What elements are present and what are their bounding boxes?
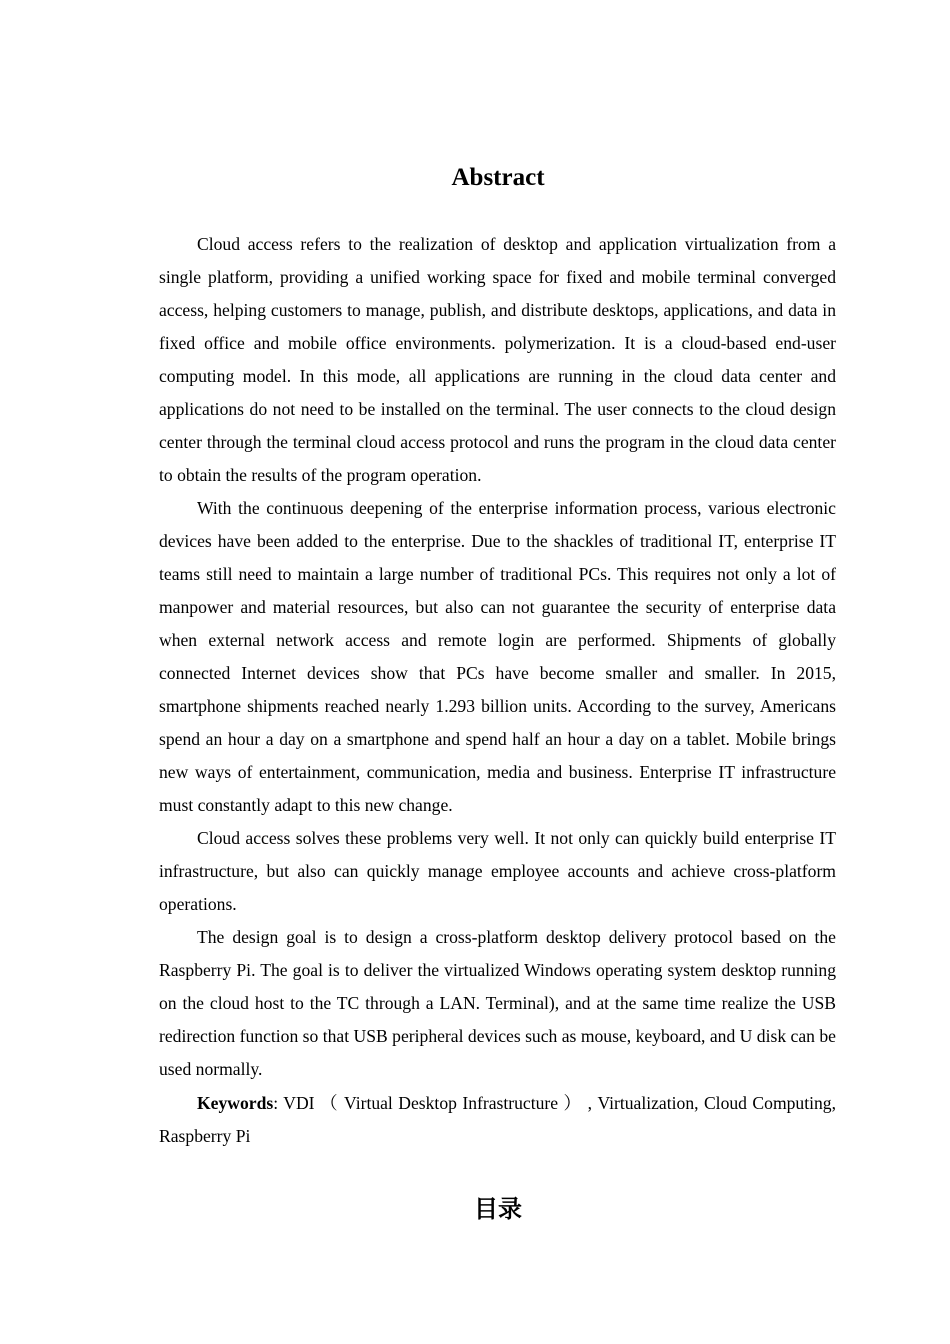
abstract-paragraph-3: Cloud access solves these problems very well. It not only can quickly build enterprise IT infrastructure, but also can quickly manage employee accounts and achieve cross-platform operations. [159, 828, 836, 914]
abstract-title: Abstract [451, 164, 545, 191]
keywords-text: : VDI （ Virtual Desktop Infrastructure ） , Virtualization, Cloud Computing, Raspberry Pi [159, 1093, 836, 1146]
keywords-label: Keywords [197, 1093, 274, 1113]
keywords-line [159, 1087, 836, 1153]
abstract-paragraph-1: Cloud access refers to the realization of desktop and application virtualization from a single platform, providing a unified working space for fixed and mobile terminal converged access, helping customers to manage, publish, and distribute desktops, applications, and data in fixed office and mobile office environments. polymerization. It is a cloud-based end-user computing model. In this mode, all applications are running in the cloud data center and applications do not need to be installed on the terminal. The user connects to the cloud design center through the terminal cloud access protocol and runs the program in the cloud data center to obtain the results of the program operation. [159, 234, 836, 485]
abstract-paragraph-2: With the continuous deepening of the enterprise information process, various electronic devices have been added to the enterprise. Due to the shackles of traditional IT, enterprise IT teams still need to maintain a large number of traditional PCs. This requires not only a lot of manpower and material resources, but also can not guarantee the security of enterprise data when external network access and remote login are performed. Shipments of globally connected Internet devices show that PCs have become smaller and smaller. In 2015, smartphone shipments reached nearly 1.293 billion units. According to the survey, Americans spend an hour a day on a smartphone and spend half an hour a day on a tablet. Mobile brings new ways of entertainment, communication, media and business. Enterprise IT infrastructure must constantly adapt to this new change. [159, 498, 836, 815]
abstract-paragraph-4: The design goal is to design a cross-platform desktop delivery protocol based on the Raspberry Pi. The goal is to deliver the virtualized Windows operating system desktop running on the cloud host to the TC through a LAN. Terminal), and at the same time realize the USB redirection function so that USB peripheral devices such as mouse, keyboard, and U disk can be used normally. [159, 927, 836, 1079]
abstract-body [159, 228, 836, 1153]
table-of-contents-title: 目录 [474, 1195, 522, 1223]
